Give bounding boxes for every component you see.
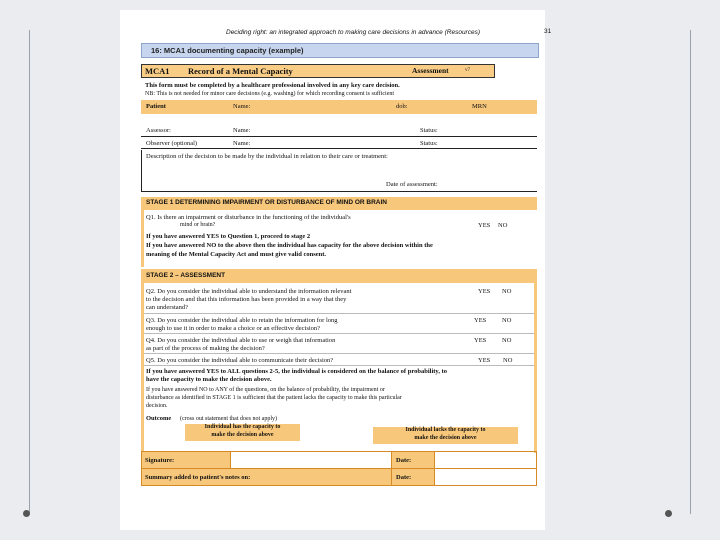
q4-yes: YES: [474, 337, 487, 344]
q2-line3: can understand?: [146, 304, 189, 311]
q4-divider: [144, 353, 534, 354]
q3-divider: [144, 333, 534, 334]
form-code: MCA1: [145, 66, 170, 76]
assessor-name-label: Name:: [233, 127, 251, 134]
q1-no: NO: [498, 222, 508, 229]
assessment-label: Assessment: [412, 66, 449, 75]
any-no-line1: If you have answered NO to ANY of the questions, on the balance of probability, the impairment or: [146, 387, 385, 393]
patient-name-label: Name:: [233, 103, 251, 110]
q4-no: NO: [502, 337, 512, 344]
lacks-capacity-line2: make the decision above: [414, 434, 477, 441]
form-version: v7: [465, 68, 470, 73]
has-capacity-line1: Individual has the capacity to: [204, 424, 281, 430]
slide-frame-right: [690, 30, 691, 514]
summary-label: Summary added to patient's notes on:: [145, 474, 251, 481]
assessor-label: Assessor:: [146, 127, 171, 134]
q4-line1: Q4. Do you consider the individual able to use or weigh that information: [146, 337, 336, 344]
q3-no: NO: [502, 317, 512, 324]
outcome-hint: (cross out statement that does not apply): [180, 416, 277, 422]
assessor-status-label: Status:: [420, 127, 438, 134]
q2-yes: YES: [478, 288, 491, 295]
decision-description-label: Description of the decision to be made by the individual in relation to their care or treatment:: [146, 153, 388, 160]
date1-label: Date:: [396, 457, 412, 464]
any-no-line3: decision.: [146, 403, 168, 409]
q1-yes: YES: [478, 222, 491, 229]
has-capacity-option[interactable]: [185, 424, 300, 441]
stage1-no-instruction-line1: If you have answered NO to the above then the individual has capacity for the above decision within the: [146, 242, 433, 249]
date1-field[interactable]: [434, 451, 537, 469]
signature-field[interactable]: [230, 451, 392, 469]
observer-name-label: Name:: [233, 140, 251, 147]
form-title: Record of a Mental Capacity: [188, 66, 293, 76]
stage1-heading: STAGE 1 DETERMINING IMPAIRMENT OR DISTURBANCE OF MIND OR BRAIN: [146, 199, 387, 206]
q2-line1: Q2. Do you consider the individual able to understand the information relevant: [146, 288, 352, 295]
assessor-underline: [141, 136, 537, 137]
all-yes-line2: have the capacity to make the decision above.: [146, 376, 272, 383]
lacks-capacity-option[interactable]: [373, 427, 518, 444]
observer-label: Observer (optional): [146, 140, 198, 147]
any-no-line2: disturbance as identified in STAGE 1 is sufficient that the patient lacks the capacity to make this particular: [146, 395, 402, 401]
outcome-label: Outcome: [146, 415, 172, 422]
q5-divider: [144, 365, 534, 366]
q2-no: NO: [502, 288, 512, 295]
q3-line1: Q3. Do you consider the individual able to retain the information for long: [146, 317, 338, 324]
form-title-box: [141, 64, 495, 78]
section-banner: [141, 43, 539, 58]
date2-label: Date:: [396, 474, 412, 481]
q2-line2: to the decision and that this information has been provided in a way that they: [146, 296, 347, 303]
observer-underline: [141, 148, 537, 149]
signature-label: Signature:: [145, 457, 175, 464]
has-capacity-line2: make the decision above: [211, 431, 274, 438]
slide-frame-left: [29, 30, 30, 514]
q2-divider: [144, 313, 534, 314]
stage1-no-instruction-line2: meaning of the Mental Capacity Act and must give valid consent.: [146, 251, 327, 258]
q5-yes: YES: [478, 357, 491, 364]
date2-field[interactable]: [434, 468, 537, 486]
lacks-capacity-line1: Individual lacks the capacity to: [405, 427, 486, 433]
document-page: [120, 10, 552, 530]
q5-line1: Q5. Do you consider the individual able to communicate their decision?: [146, 357, 334, 364]
patient-label: Patient: [146, 103, 166, 110]
page-number: 31: [544, 28, 552, 35]
q1-text-line2: mind or brain?: [180, 222, 216, 228]
observer-status-label: Status:: [420, 140, 438, 147]
intro-note: NB: This is not needed for minor care decisions (e.g. washing) for which recording consent is sufficient: [145, 91, 395, 97]
intro-bold: This form must be completed by a healthcare professional involved in any key care decision.: [145, 82, 400, 89]
running-title: Deciding right: an integrated approach to making care decisions in advance (Resources): [226, 29, 481, 36]
q4-line2: as part of the process of making the decision?: [146, 345, 265, 352]
all-yes-line1: If you have answered YES to ALL questions 2-5, the individual is considered on the balance of probability, to: [146, 368, 447, 375]
q3-line2: enough to use it in order to make a choice or an effective decision?: [146, 325, 321, 332]
corner-dot-left: [23, 510, 30, 517]
assessment-date-label: Date of assessment:: [386, 181, 438, 188]
patient-dob-label: dob:: [396, 103, 408, 110]
stage2-heading: STAGE 2 – ASSESSMENT: [146, 272, 226, 279]
q5-no: NO: [503, 357, 513, 364]
patient-mrn-label: MRN: [472, 103, 487, 110]
q3-yes: YES: [474, 317, 487, 324]
corner-dot-right: [665, 510, 672, 517]
section-banner-text: 16: MCA1 documenting capacity (example): [151, 46, 304, 55]
q1-text-line1: Q1. Is there an impairment or disturbance in the functioning of the individual's: [146, 214, 351, 221]
stage1-yes-instruction: If you have answered YES to Question 1, proceed to stage 2: [146, 233, 311, 240]
